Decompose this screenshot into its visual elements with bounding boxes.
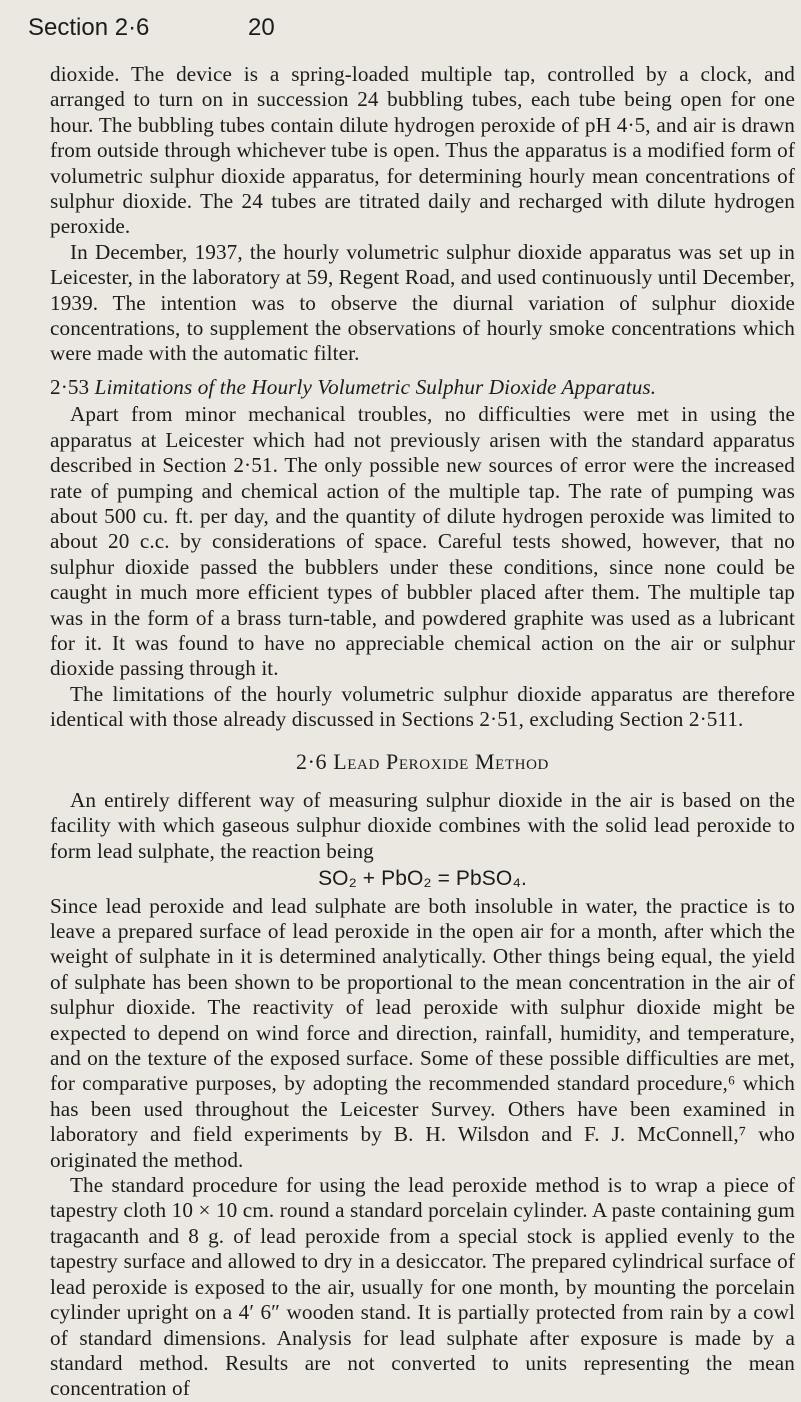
chemical-equation: SO₂ + PbO₂ = PbSO₄. [318,867,527,891]
subsection-number: 2·53 [50,374,90,399]
subsection-title: Limitations of the Hourly Volumetric Sulphur Dioxide Apparatus. [94,374,657,399]
paragraph-device-description: dioxide. The device is a spring-loaded multiple tap, controlled by a clock, and arranged to turn on in succession 24 bubbling tubes, each tube being open for one hour. The bubbling tubes contain dilute hydrogen peroxide of pH 4·5, and air is drawn from outside through whichever tube is open. Thus the apparatus is a modified form of volumetric sulphur dioxide apparatus, for determining hourly mean concentrations of sulphur dioxide. The 24 tubes are titrated daily and recharged with dilute hydrogen peroxide. [50,62,795,239]
paragraph-lead-peroxide-intro: An entirely different way of measuring sulphur dioxide in the air is based on the facility with which gaseous sulphur dioxide combines with the solid lead peroxide to form lead sulphate, the reaction being [50,787,795,863]
paragraph-standard-procedure: The standard procedure for using the lead peroxide method is to wrap a piece of tapestry cloth 10 × 10 cm. round a standard porcelain cylinder. A paste containing gum tragacanth and 8 g. of lead peroxide from a special stock is applied evenly to the tapestry surface and allowed to dry in a desiccator. The prepared cylindrical surface of lead peroxide is exposed to the air, usually for one month, by mounting the porcelain cylinder upright on a 4′ 6″ wooden stand. It is partially protected from rain by a cowl of standard dimensions. Analysis for lead sulphate after exposure is made by a standard method. Results are not converted to units representing the mean concentration of [50,1173,795,1401]
running-head: Section 2·6 [28,14,150,41]
page-number: 20 [248,14,275,41]
body-text [50,62,795,1402]
paragraph-limitations: Apart from minor mechanical troubles, no difficulties were met in using the apparatus at Leicester which had not previously arisen with the standard apparatus described in Section 2·51. The only possible new sources of error were the increased rate of pumping and chemical action of the multiple tap. The rate of pumping was about 500 cu. ft. per day, and the quantity of dilute hydrogen peroxide was limited to about 20 c.c. by considerations of space. Careful tests showed, however, that no sulphur dioxide passed the bubblers under these conditions, since none could be caught in much more efficient types of bubbler placed after them. The multiple tap was in the form of a brass turn-table, and powdered graphite was used as a lubricant for it. It was found to have no appreciable chemical action on the air or sulphur dioxide passing through it. [50,402,795,681]
paragraph-lead-peroxide-practice: Since lead peroxide and lead sulphate are both insoluble in water, the practice is to leave a prepared surface of lead peroxide in the open air for a month, after which the weight of sulphate in it is determined analytically. Other things being equal, the yield of sulphate has been shown to be proportional to the mean concentration in the air of sulphur dioxide. The reactivity of lead peroxide with sulphur dioxide might be expected to depend on wind force and direction, rainfall, humidity, and temperature, and on the texture of the exposed surface. Some of these possible difficulties are met, for comparative purposes, by adopting the recommended standard procedure,⁶ which has been used throughout the Leicester Survey. Others have been examined in laboratory and field experiments by B. H. Wilsdon and F. J. McConnell,⁷ who originated the method. [50,893,795,1172]
page-header [28,14,788,44]
paragraph-limitations-summary: The limitations of the hourly volumetric sulphur dioxide apparatus are therefore identical with those already discussed in Sections 2·51, excluding Section 2·511. [50,681,795,732]
paragraph-leicester-setup: In December, 1937, the hourly volumetric sulphur dioxide apparatus was set up in Leicester, in the laboratory at 59, Regent Road, and used continuously until December, 1939. The intention was to observe the diurnal variation of sulphur dioxide concentrations, to supplement the observations of hourly smoke concentrations which were made with the automatic filter. [50,239,795,366]
subsection-heading [50,375,795,400]
section-heading: 2·6 Lead Peroxide Method [296,748,549,774]
